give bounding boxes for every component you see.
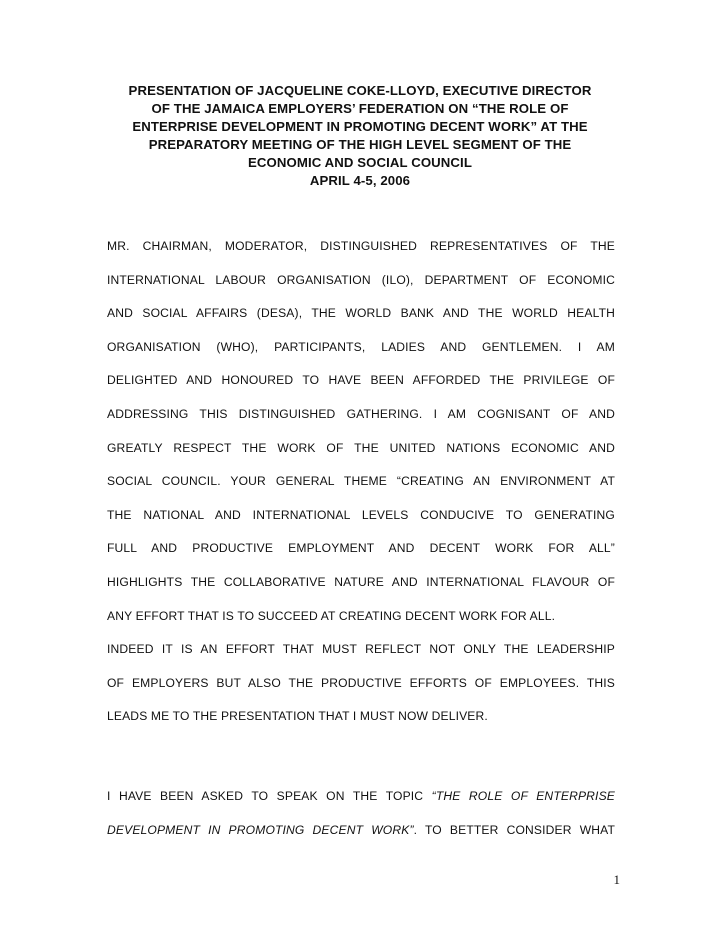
body-line: INDEED IT IS AN EFFORT THAT MUST REFLECT NOT ONLY THE LEADERSHIP <box>107 642 615 657</box>
topic-paragraph <box>107 788 615 855</box>
page-number: 1 <box>613 872 620 887</box>
body-line: OF EMPLOYERS BUT ALSO THE PRODUCTIVE EFFORTS OF EMPLOYEES. THIS <box>107 675 615 690</box>
body-line: AND SOCIAL AFFAIRS (DESA), THE WORLD BANK AND THE WORLD HEALTH <box>107 306 615 321</box>
body-line: THE NATIONAL AND INTERNATIONAL LEVELS CONDUCIVE TO GENERATING <box>107 507 615 522</box>
opening-paragraph <box>107 238 615 742</box>
body-line: DELIGHTED AND HONOURED TO HAVE BEEN AFFORDED THE PRIVILEGE OF <box>107 373 615 388</box>
body-line <box>107 788 615 822</box>
body-line: SOCIAL COUNCIL. YOUR GENERAL THEME “CREATING AN ENVIRONMENT AT <box>107 474 615 489</box>
title-line: OF THE JAMAICA EMPLOYERS’ FEDERATION ON “THE ROLE OF <box>151 101 569 116</box>
body-line: GREATLY RESPECT THE WORK OF THE UNITED NATIONS ECONOMIC AND <box>107 440 615 455</box>
title-line: PRESENTATION OF JACQUELINE COKE-LLOYD, EXECUTIVE DIRECTOR <box>128 83 592 98</box>
body-line: ANY EFFORT THAT IS TO SUCCEED AT CREATING DECENT WORK FOR ALL. <box>107 608 556 623</box>
body-line: INTERNATIONAL LABOUR ORGANISATION (ILO), DEPARTMENT OF ECONOMIC <box>107 272 615 287</box>
title-date: APRIL 4-5, 2006 <box>309 173 411 188</box>
title-line: ENTERPRISE DEVELOPMENT IN PROMOTING DECENT WORK” AT THE <box>132 119 588 134</box>
body-line: HIGHLIGHTS THE COLLABORATIVE NATURE AND INTERNATIONAL FLAVOUR OF <box>107 574 615 589</box>
title-line: ECONOMIC AND SOCIAL COUNCIL <box>248 155 472 170</box>
body-line: LEADS ME TO THE PRESENTATION THAT I MUST NOW DELIVER. <box>107 709 488 724</box>
body-line: MR. CHAIRMAN, MODERATOR, DISTINGUISHED REPRESENTATIVES OF THE <box>107 239 615 253</box>
body-line: ADDRESSING THIS DISTINGUISHED GATHERING. I AM COGNISANT OF AND <box>107 406 615 421</box>
title-line: PREPARATORY MEETING OF THE HIGH LEVEL SEGMENT OF THE <box>148 137 572 152</box>
topic-continuation-text: . TO BETTER CONSIDER WHAT <box>413 822 615 837</box>
body-line: ORGANISATION (WHO), PARTICIPANTS, LADIES AND GENTLEMEN. I AM <box>107 339 615 354</box>
document-title <box>95 82 625 190</box>
topic-intro-text: I HAVE BEEN ASKED TO SPEAK ON THE TOPIC <box>107 789 432 803</box>
body-line <box>107 822 615 856</box>
body-line: FULL AND PRODUCTIVE EMPLOYMENT AND DECENT WORK FOR ALL” <box>107 541 615 556</box>
topic-title-italic: “THE ROLE OF ENTERPRISE <box>431 789 615 803</box>
topic-title-italic: DEVELOPMENT IN PROMOTING DECENT WORK” <box>107 822 414 837</box>
